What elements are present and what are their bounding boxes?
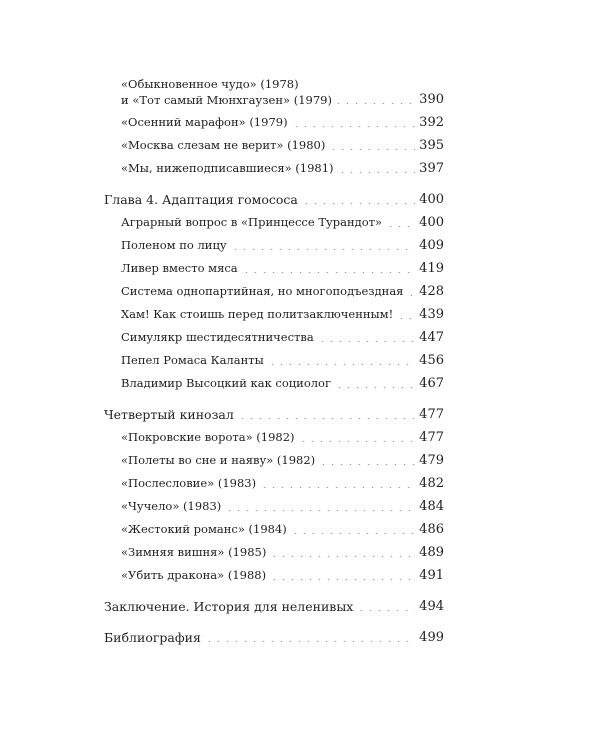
toc-page-number: 482 <box>419 476 444 491</box>
toc-entry[interactable] <box>104 329 444 346</box>
toc-entry[interactable] <box>104 429 444 446</box>
toc-entry-title: «Убить дракона» (1988) <box>121 568 267 582</box>
toc-entry[interactable] <box>104 475 444 492</box>
toc-entry[interactable] <box>104 521 444 538</box>
dot-leader <box>407 295 415 296</box>
dot-leader <box>231 249 416 250</box>
toc-entry[interactable] <box>104 352 444 369</box>
toc-entry[interactable] <box>104 452 444 469</box>
toc-page-number: 428 <box>419 284 444 299</box>
toc-entry-title: «Чучело» (1983) <box>121 499 222 513</box>
toc-chapter-entry[interactable] <box>104 406 444 423</box>
dot-leader <box>334 103 415 104</box>
dot-leader <box>335 387 415 388</box>
toc-chapter-entry[interactable] <box>104 598 444 615</box>
toc-page-number: 419 <box>419 261 444 276</box>
toc-page-number: 484 <box>419 499 444 514</box>
dot-leader <box>268 364 415 365</box>
dot-leader <box>386 226 415 227</box>
dot-leader <box>318 341 415 342</box>
dot-leader <box>292 126 416 127</box>
toc-entry[interactable] <box>104 114 444 131</box>
toc-page-number: 494 <box>419 599 444 614</box>
dot-leader <box>260 487 415 488</box>
dot-leader <box>242 272 416 273</box>
toc-page-number: 491 <box>419 568 444 583</box>
toc-page-number: 477 <box>419 430 444 445</box>
toc-page-number: 479 <box>419 453 444 468</box>
toc-page-number: 439 <box>419 307 444 322</box>
toc-entry-title: Система однопартийная, но многоподъездная <box>121 284 404 298</box>
toc-page-number: 456 <box>419 353 444 368</box>
toc-page-number: 392 <box>419 115 444 130</box>
toc-entry-title: «Послесловие» (1983) <box>121 476 257 490</box>
dot-leader <box>270 579 415 580</box>
dot-leader <box>338 172 416 173</box>
toc-entry-title: «Осенний марафон» (1979) <box>121 115 288 129</box>
toc-entry-title: Ливер вместо мяса <box>121 261 238 275</box>
toc-page-number: 400 <box>419 215 444 230</box>
toc-entry-title: Симулякр шестидесятничества <box>121 330 314 344</box>
toc-page-number: 400 <box>419 192 444 207</box>
toc-entry-title: «Мы, нижеподписавшиеся» (1981) <box>121 161 334 175</box>
toc-entry-title: Четвертый кинозал <box>104 407 234 422</box>
dot-leader <box>397 318 415 319</box>
toc-page-number: 397 <box>419 161 444 176</box>
toc-entry-title: «Полеты во сне и наяву» (1982) <box>121 453 316 467</box>
toc-entry-title-line: и «Тот самый Мюнхгаузен» (1979) <box>121 93 332 107</box>
toc-chapter-entry[interactable] <box>104 629 444 646</box>
toc-page-number: 467 <box>419 376 444 391</box>
dot-leader <box>299 441 416 442</box>
toc-entry-title: «Покровские ворота» (1982) <box>121 430 295 444</box>
toc-entry-title: «Зимняя вишня» (1985) <box>121 545 267 559</box>
dot-leader <box>357 610 415 611</box>
toc-entry-title: Заключение. История для неленивых <box>104 599 354 614</box>
dot-leader <box>225 510 415 511</box>
dot-leader <box>329 149 415 150</box>
toc-page-number: 390 <box>419 92 444 107</box>
toc-entry[interactable] <box>104 260 444 277</box>
toc-entry[interactable] <box>104 74 444 108</box>
toc-entry-title-line: «Обыкновенное чудо» (1978) <box>121 77 299 91</box>
toc-entry-title <box>121 76 332 108</box>
toc-entry-title: Глава 4. Адаптация гомососа <box>104 192 298 207</box>
toc-entry[interactable] <box>104 567 444 584</box>
toc-page-number: 409 <box>419 238 444 253</box>
toc-entry-title: Библиография <box>104 630 201 645</box>
toc-entry[interactable] <box>104 544 444 561</box>
table-of-contents <box>104 74 444 646</box>
toc-entry[interactable] <box>104 306 444 323</box>
toc-entry[interactable] <box>104 498 444 515</box>
toc-entry[interactable] <box>104 375 444 392</box>
toc-page-number: 477 <box>419 407 444 422</box>
toc-entry[interactable] <box>104 283 444 300</box>
toc-chapter-entry[interactable] <box>104 191 444 208</box>
dot-leader <box>302 203 415 204</box>
dot-leader <box>205 641 415 642</box>
dot-leader <box>270 556 415 557</box>
dot-leader <box>319 464 415 465</box>
toc-entry[interactable] <box>104 237 444 254</box>
toc-entry-title: Владимир Высоцкий как социолог <box>121 376 332 390</box>
toc-page-number: 395 <box>419 138 444 153</box>
toc-page-number: 499 <box>419 630 444 645</box>
toc-entry-title: «Москва слезам не верит» (1980) <box>121 138 326 152</box>
toc-entry[interactable] <box>104 160 444 177</box>
toc-entry[interactable] <box>104 137 444 154</box>
toc-entry-title: Пепел Ромаса Каланты <box>121 353 264 367</box>
toc-entry-title: «Жестокий романс» (1984) <box>121 522 287 536</box>
dot-leader <box>291 533 415 534</box>
toc-page-number: 447 <box>419 330 444 345</box>
toc-page-number: 489 <box>419 545 444 560</box>
toc-entry-title: Хам! Как стоишь перед политзаключенным! <box>121 307 394 321</box>
toc-page-number: 486 <box>419 522 444 537</box>
dot-leader <box>238 418 415 419</box>
toc-entry[interactable] <box>104 214 444 231</box>
toc-entry-title: Поленом по лицу <box>121 238 227 252</box>
toc-entry-title: Аграрный вопрос в «Принцессе Турандот» <box>121 215 383 229</box>
